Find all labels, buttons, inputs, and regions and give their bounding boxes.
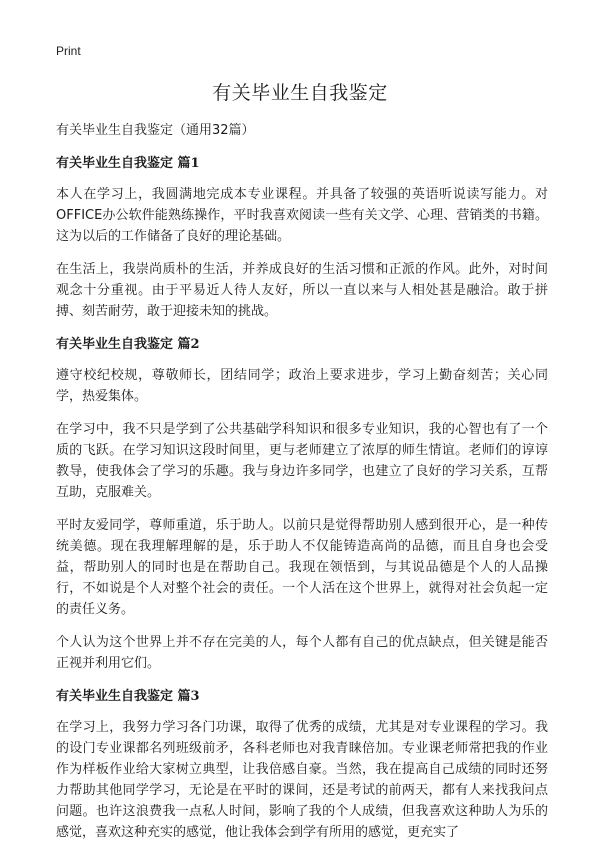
print-link[interactable]: Print (56, 44, 81, 58)
paragraph: 本人在学习上，我圆满地完成本专业课程。并具备了较强的英语听说读写能力。对OFFICE办公软件能熟练操作，平时我喜欢阅读一些有关文学、心理、营销类的书籍。这为以后的工作储备了良好的理论基础。 (56, 187, 548, 244)
paragraph: 遵守校纪校规，尊敬师长，团结同学；政治上要求进步，学习上勤奋刻苦；关心同学，热爱集体。 (56, 368, 548, 404)
paragraph: 在学习上，我努力学习各门功课，取得了优秀的成绩，尤其是对专业课程的学习。我的设门专业课都名列班级前矛，各科老师也对我青睐倍加。专业课老师常把我的作业作为样板作业给大家树立典型，让我倍感自豪。当然，我在提高自己成绩的同时还努力帮助其他同学学习，无论是在平时的课间，还是考试的前两天，都有人来找我问点问题。也许这浪费我一点私人时间，影响了我的个人成绩，但我喜欢这种助人为乐的感觉，喜欢这种充实的感觉，他让我体会到学有所用的感觉，更充实了 (56, 720, 548, 840)
section-2 (56, 334, 548, 674)
paragraph: 平时友爱同学，尊师重道，乐于助人。以前只是觉得帮助别人感到很开心，是一种传统美德。现在我理解理解的是，乐于助人不仅能铸造高尚的品德，而且自身也会受益，帮助别人的同时也是在帮助自己。我现在领悟到，与其说品德是个人的人品操行，不如说是个人对整个社会的责任。一个人活在这个世界上，就得对社会负起一定的责任义务。 (56, 518, 548, 617)
paragraph: 在学习中，我不只是学到了公共基础学科知识和很多专业知识，我的心智也有了一个质的飞跃。在学习知识这段时间里，更与老师建立了浓厚的师生情谊。老师们的谆谆教导，使我体会了学习的乐趣。我与身边许多同学，也建立了良好的学习关系，互帮互助，克服难关。 (56, 422, 548, 500)
section-3 (56, 686, 548, 843)
section-heading: 有关毕业生自我鉴定 篇3 (56, 689, 200, 704)
document-body (56, 120, 548, 855)
section-heading: 有关毕业生自我鉴定 篇2 (56, 337, 200, 352)
page-title: 有关毕业生自我鉴定 (212, 82, 388, 104)
section-1 (56, 153, 548, 322)
section-heading: 有关毕业生自我鉴定 篇1 (56, 156, 200, 171)
paragraph: 个人认为这个世界上并不存在完美的人，每个人都有自己的优点缺点，但关键是能否正视并利用它们。 (56, 635, 548, 671)
document-subtitle: 有关毕业生自我鉴定（通用32篇） (56, 123, 255, 138)
paragraph: 在生活上，我崇尚质朴的生活，并养成良好的生活习惯和正派的作风。此外，对时间观念十分重视。由于平易近人待人友好，所以一直以来与人相处甚是融洽。敢于拼搏、刻苦耐劳，敢于迎接未知的挑战。 (56, 262, 548, 319)
